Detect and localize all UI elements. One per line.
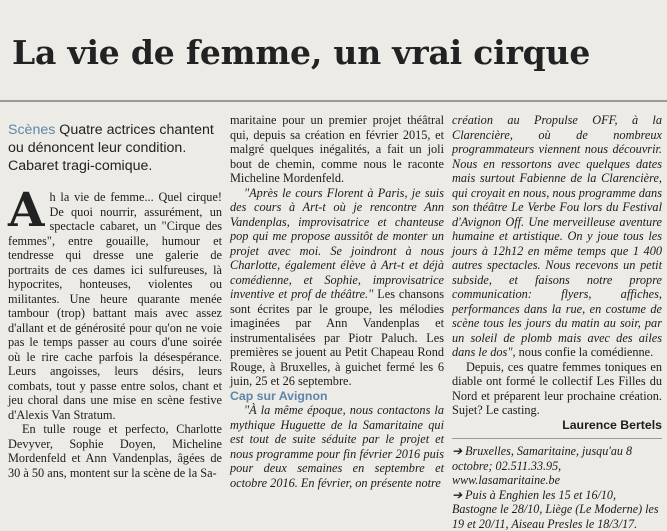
section-kicker: Scènes bbox=[8, 122, 55, 138]
col3-quote-text: création au Propulse OFF, à la Clarencière, où de nombreux programmateurs viennent nous découvrir. Nous en ressortons avec quelques dates mais surtout Fabienne de la Clarencière, qui croyait en nous, nous programme dans son théâtre Le Verbe Fou lors du Festival d'Avignon Off. Une merveilleuse aventure humaine et artistique. On y joue tous les jours à 12h12 en même temps que 1 400 autres spectacles. Nous recevons un petit subside, et faisons notre propre communication: flyers, affiches, performances dans la rue, en costume de scène tous les jours du matin au soir, par un soleil de plomb mais avec des ailes dans le dos" bbox=[452, 113, 662, 359]
practical-info bbox=[452, 438, 662, 531]
col1-paragraph-1-text: h la vie de femme... Quel cirque! De quoi nourrir, assurément, un spectacle cabaret, un "Cirque des femmes", entre gouaille, humour et tendresse qui dresse une galerie de portraits de ces dames ici sulfureuses, là hypocrites, honteuses, violentes ou militantes. Une heure quarante menée tambour (trop) battant mais avec assez d'allant et de générosité pour qu'on ne voie pas le temps passer au cours d'une soirée où le rire cache parfois la désespérance. Leurs angoisses, leurs désirs, leurs combats, tout y passe entre solos, chant et jeu choral dans une mise en scène festive d'Alexis Van Stratum. bbox=[8, 190, 222, 422]
info-line-2: ➔ Puis à Enghien les 15 et 16/10, Bastogne le 28/10, Liège (Le Moderne) les 19 et 20/11, Aiseau Presles le 18/3/17. bbox=[452, 488, 662, 531]
headline: La vie de femme, un vrai cirque bbox=[12, 34, 662, 72]
col2-paragraph-1: maritaine pour un premier projet théâtral qui, depuis sa création en février 2015, et malgré quelques inégalités, a fait un joli bout de chemin, comme nous le raconte Micheline Mordenfeld. bbox=[230, 113, 444, 186]
col1-paragraph-2: En tulle rouge et perfecto, Charlotte Devyver, Sophie Doyen, Micheline Mordenfeld et Ann Vandenplas, âgées de 30 à 50 ans, montent sur la scène de la Sa- bbox=[8, 422, 222, 480]
col2-quote-2: "À la même époque, nous contactons la mythique Huguette de la Samaritaine qui est tout de suite séduite par le projet et nous programme pour fin février 2016 puis pour deux semaines en septembre et octobre 2016. En février, on présente notre bbox=[230, 403, 444, 490]
col2-quote-1-text: "Après le cours Florent à Paris, je suis des cours à Art-t où je rencontre Ann Vandenplas, improvisatrice et chanteuse pop qui me propose aussitôt de monter un projet avec moi. Se joindront à nous Charlotte, également élève à Art-t et déjà comédienne, et Sophie, improvisatrice inventive et prof de théâtre." bbox=[230, 186, 444, 302]
col2-paragraph-2: Les chansons sont écrites par le groupe, les mélodies imaginées par Ann Vandenplas et instrumentalisées par Piotr Paluch. Les premières se jouent au Petit Chapeau Rond Rouge, à Bruxelles, à guichet fermé les 6 juin, 25 et 26 septembre. bbox=[230, 287, 444, 388]
headline-rule bbox=[0, 100, 667, 102]
lead-paragraph bbox=[8, 121, 222, 175]
column-3 bbox=[452, 113, 662, 531]
col2-quote-1 bbox=[230, 186, 444, 389]
column-2 bbox=[230, 113, 444, 490]
author-byline: Laurence Bertels bbox=[452, 418, 662, 433]
info-line-1: ➔ Bruxelles, Samaritaine, jusqu'au 8 octobre; 02.511.33.95, www.lasamaritaine.be bbox=[452, 444, 662, 488]
col1-paragraph-1 bbox=[8, 190, 222, 422]
col3-paragraph-2: Depuis, ces quatre femmes toniques en diable ont formé le collectif Les Filles du Nord et préparent leur prochaine création. Sujet? Le casting. bbox=[452, 360, 662, 418]
col3-quote-end: , nous confie la comédienne. bbox=[513, 345, 654, 359]
subheading: Cap sur Avignon bbox=[230, 389, 444, 404]
drop-cap: A bbox=[8, 191, 44, 231]
lead-text: Quatre actrices chantent ou dénoncent leur condition. Cabaret tragi-comique. bbox=[8, 122, 214, 174]
column-1 bbox=[8, 190, 222, 480]
col3-quote bbox=[452, 113, 662, 360]
